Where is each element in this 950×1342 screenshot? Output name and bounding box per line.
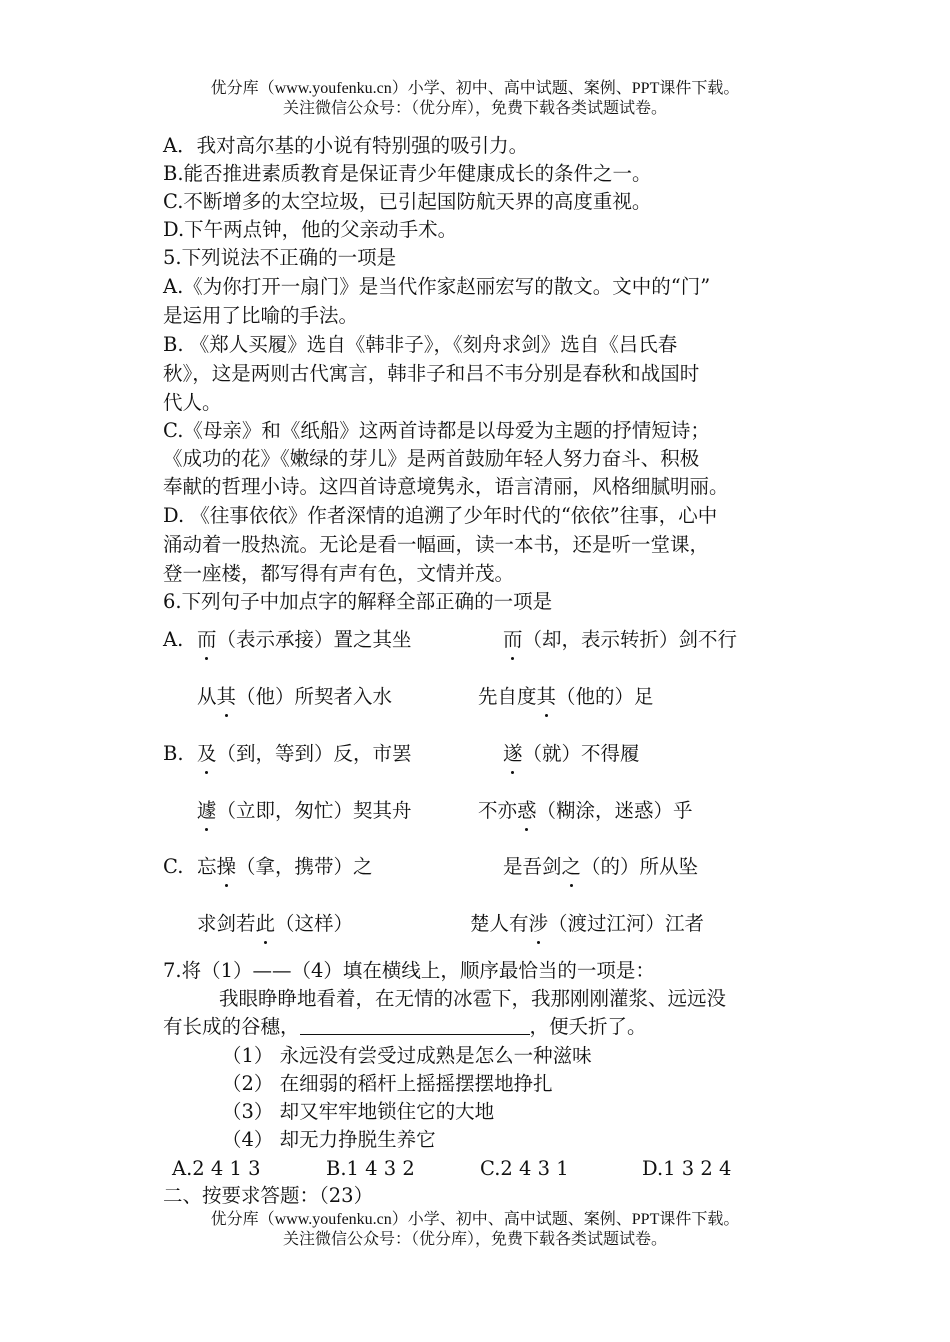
q5-line: 奉献的哲理小诗。这四首诗意境隽永，语言清丽，风格细腻明丽。 <box>163 475 729 498</box>
q7-choice-a: A.2 4 1 3 <box>172 1157 261 1180</box>
q6-option-a-label: A. <box>163 628 184 651</box>
footer-line-2: 关注微信公众号：（优分库），免费下载各类试题试卷。 <box>282 1231 667 1248</box>
q6-c-item-1: 忘操（拿，携带）之 <box>197 855 373 878</box>
dotted-char: 而 <box>197 628 217 651</box>
q5-line: C.《母亲》和《纸船》这两首诗都是以母爱为主题的抒情短诗； <box>163 419 710 442</box>
dotted-char: 涉 <box>528 912 549 935</box>
q7-item-1: （1） 永远没有尝受过成熟是怎么一种滋味 <box>222 1044 592 1067</box>
q5-line: 是运用了比喻的手法。 <box>163 304 359 327</box>
q4-option-b: B.能否推进素质教育是保证青少年健康成长的条件之一。 <box>163 162 652 185</box>
q5-line: B. 《郑人买履》选自《韩非子》，《刻舟求剑》选自《吕氏春 <box>163 333 678 356</box>
q6-b-item-1: 及（到，等到）反，市罢 <box>197 742 412 765</box>
q6-b-item-3: 遽（立即，匆忙）契其舟 <box>197 799 412 822</box>
q5-stem: 5.下列说法不正确的一项是 <box>163 246 397 269</box>
q5-line: 《成功的花》《嫩绿的芽儿》是两首鼓励年轻人努力奋斗、积极 <box>163 447 700 470</box>
q6-c-item-4: 楚人有涉（渡过江河）江者 <box>470 912 705 935</box>
q6-c-item-2: 是吾剑之（的）所从坠 <box>503 855 699 878</box>
q6-stem: 6.下列句子中加点字的解释全部正确的一项是 <box>163 590 553 613</box>
q6-b-item-4: 不亦惑（糊涂，迷惑）乎 <box>478 799 693 822</box>
q7-item-3: （3） 却又牢牢地锁住它的大地 <box>222 1100 495 1123</box>
q6-a-item-1: 而（表示承接）置之其坐 <box>197 628 412 651</box>
dotted-char: 遂 <box>503 742 523 765</box>
header-line-1: 优分库（www.youfenku.cn）小学、初中、高中试题、案例、PPT课件下载。 <box>210 80 740 97</box>
dotted-char: 此 <box>255 912 276 935</box>
section-2-heading: 二、按要求答题：（23） <box>163 1184 374 1207</box>
q6-option-c-label: C. <box>163 855 184 878</box>
q6-c-item-3: 求剑若此（这样） <box>197 912 354 935</box>
q4-option-c: C.不断增多的太空垃圾，已引起国防航天界的高度重视。 <box>163 190 652 213</box>
footer-line-1: 优分库（www.youfenku.cn）小学、初中、高中试题、案例、PPT课件下载。 <box>210 1211 740 1228</box>
dotted-char: 遽 <box>197 799 217 822</box>
q7-paragraph-line-2: 有长成的谷穗， ，便夭折了。 <box>163 1015 647 1038</box>
q7-stem: 7.将（1）——（4）填在横线上，顺序最恰当的一项是： <box>163 959 655 982</box>
q6-a-item-2: 而（却，表示转折）剑不行 <box>503 628 738 651</box>
q7-choice-c: C.2 4 3 1 <box>480 1157 569 1180</box>
dotted-char: 而 <box>503 628 523 651</box>
q7-choice-d: D.1 3 2 4 <box>642 1157 732 1180</box>
dotted-char: 惑 <box>517 799 537 822</box>
q7-choice-b: B.1 4 3 2 <box>326 1157 415 1180</box>
q5-line: 秋》，这是两则古代寓言，韩非子和吕不韦分别是春秋和战国时 <box>163 362 700 385</box>
q7-item-4: （4） 却无力挣脱生养它 <box>222 1128 436 1151</box>
q6-a-item-4: 先自度其（他的）足 <box>478 685 654 708</box>
q4-option-a: A．我对高尔基的小说有特别强的吸引力。 <box>163 134 529 157</box>
q5-line: 登一座楼，都写得有声有色，文情并茂。 <box>163 562 515 585</box>
q4-option-d: D.下午两点钟，他的父亲动手术。 <box>163 218 458 241</box>
dotted-char: 其 <box>216 685 237 708</box>
q5-line: 代人。 <box>163 391 222 414</box>
q5-line: A.《为你打开一扇门》是当代作家赵丽宏写的散文。文中的“门” <box>163 275 711 298</box>
q7-item-2: （2） 在细弱的稻杆上摇摇摆摆地挣扎 <box>222 1072 553 1095</box>
q6-option-b-label: B. <box>163 742 184 765</box>
header-line-2: 关注微信公众号：（优分库），免费下载各类试题试卷。 <box>282 100 667 117</box>
dotted-char: 其 <box>536 685 557 708</box>
q5-line: 涌动着一股热流。无论是看一幅画，读一本书，还是听一堂课， <box>163 533 710 556</box>
dotted-char: 之 <box>561 855 582 878</box>
q5-line: D. 《往事依依》作者深情的追溯了少年时代的“依依”往事，心中 <box>163 504 718 527</box>
dotted-char: 操 <box>216 855 237 878</box>
q6-a-item-3: 从其（他）所契者入水 <box>197 685 393 708</box>
dotted-char: 及 <box>197 742 217 765</box>
q6-b-item-2: 遂（就）不得履 <box>503 742 640 765</box>
q7-paragraph-line-1: 我眼睁睁地看着，在无情的冰雹下，我那刚刚灌浆、远远没 <box>219 987 727 1010</box>
fill-in-blank <box>300 1014 530 1035</box>
